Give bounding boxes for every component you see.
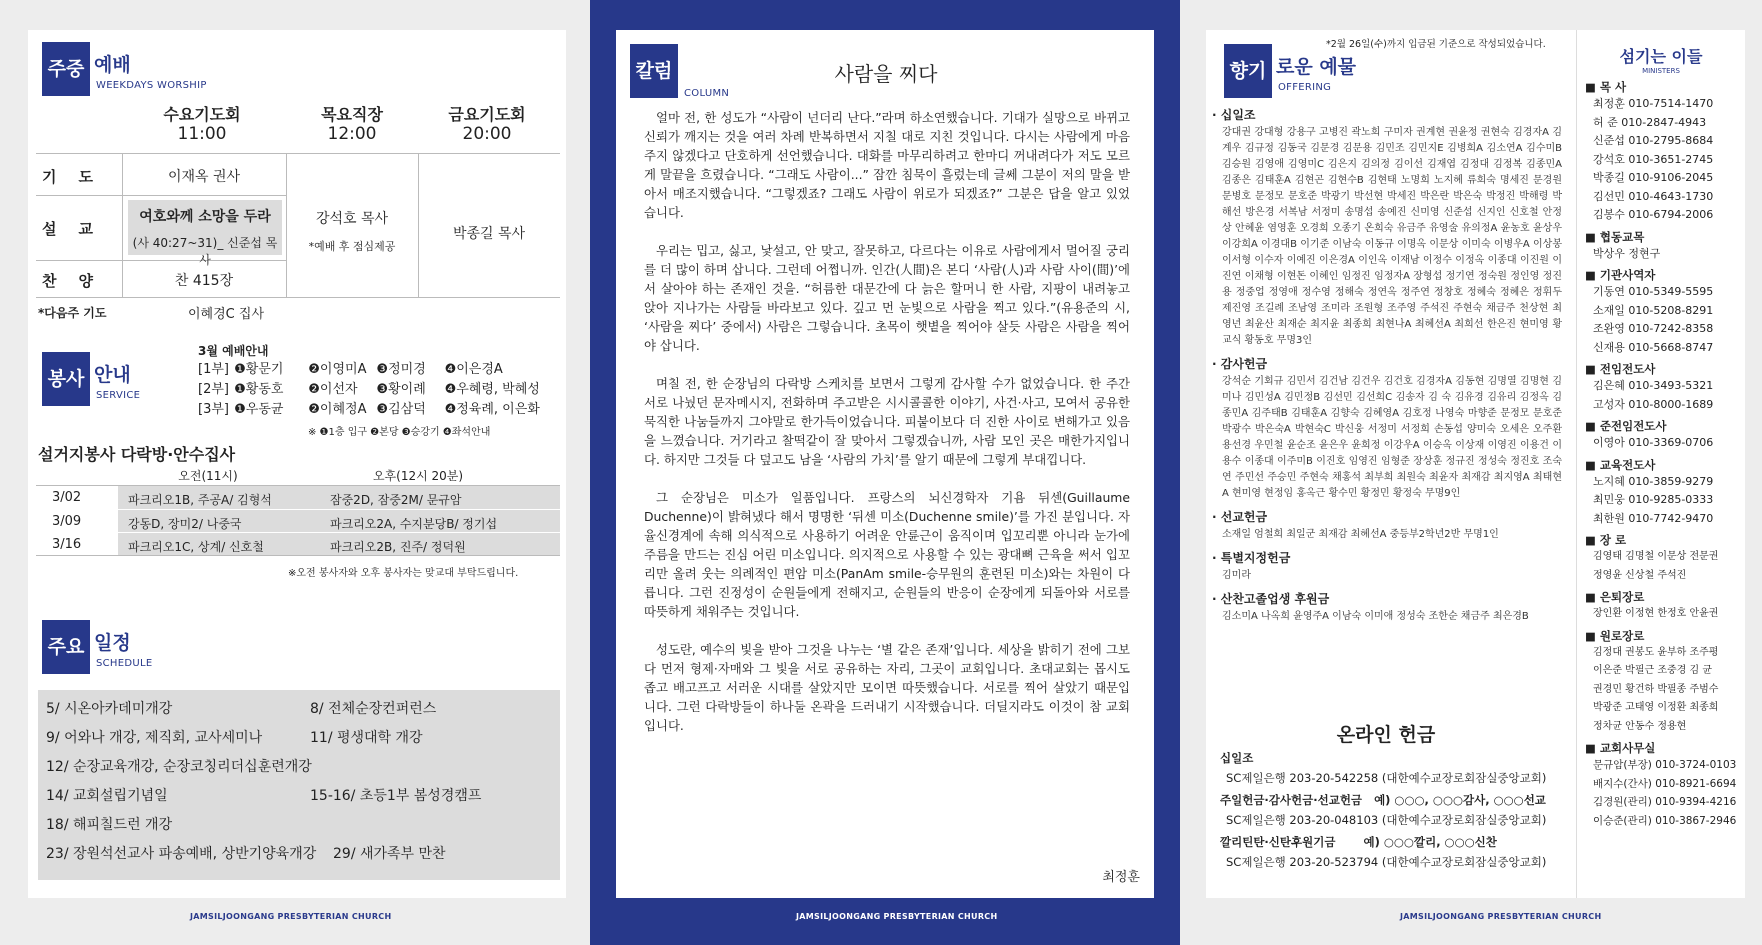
minister-group: ■ 목 사 (1585, 80, 1627, 94)
minister-entry: 김정대 권봉도 윤부하 조주평 (1593, 646, 1719, 658)
minister-entry: 조완영 010-7242-8358 (1593, 322, 1714, 335)
service-title-a: 봉사 (47, 368, 85, 390)
service-item: ❶황동호 (234, 382, 284, 397)
column-paragraph: 며칠 전, 한 순장님의 다락방 스케치를 보면서 그렇게 감사할 수가 없었습니다. 한 주간 서로 나눴던 문자메시지, 전화하며 주고받은 시시콜콜한 이야기, 사건·사고, 모여서 공유한 묵직한 나눔들까지 그야말로 한가득이었습니다. 피붙이보다 더 진한 사이로 변해가고 있음을 느꼈습니다. 거기라고 찰떡같이 잘 맞아서 그렇겠습니까, 사람 모인 곳은 매한가지입니다. 하지만 그것들 다 덮고도 남을 ‘사람의 가치’를 알기 때문에 그렇게 부대낍니다. (644, 376, 1130, 467)
divider (36, 195, 286, 196)
dish-pm: 파크리오2A, 수지분당B/ 정기섭 (330, 517, 498, 531)
wed-header: 수요기도회 (163, 105, 241, 124)
dish-pm-header: 오후(12시 20분) (372, 469, 464, 483)
panel-column (616, 30, 1154, 898)
service-item: ❹이은경A (444, 362, 503, 377)
schedule-item: 29/ 새가족부 만찬 (333, 846, 446, 862)
schedule-item: 14/ 교회설립기념일 (46, 788, 168, 804)
thu-time: 12:00 (327, 124, 377, 144)
offering-group-name: · 특별지정헌금 (1212, 551, 1291, 565)
minister-group: ■ 교회사무실 (1585, 741, 1656, 755)
schedule-title-a: 주요 (47, 636, 85, 658)
service-item: ❹우혜령, 박혜성 (444, 382, 540, 397)
ministers-title: 섬기는 이들 (1619, 47, 1703, 66)
minister-entry: 김은혜 010-3493-5321 (1593, 379, 1714, 392)
service-part: [3부] (198, 402, 229, 417)
service-item: ❷이선자 (308, 382, 358, 397)
next-prayer-label: *다음주 기도 (38, 306, 107, 320)
minister-entry: 문규암(부장) 010-3724-0103 (1593, 759, 1737, 771)
hymn-number: 찬 415장 (174, 273, 234, 289)
minister-entry: 최민웅 010-9285-0333 (1593, 493, 1714, 506)
ministers-subtitle: MINISTERS (1642, 67, 1680, 75)
minister-entry: 김봉수 010-6794-2006 (1593, 208, 1714, 221)
minister-entry: 김영태 김명철 이문상 전문권 (1593, 551, 1719, 562)
offering-group-names: 강석순 기회규 김민서 김건남 김건우 김건호 김경자A 김동현 김명열 김명현 김미나 김민성A 김민정B 김선민 김선희C 김송자 김 숙 김유경 김유리 김정옥 김종민A 김주태B 김태훈A 김향숙 김혜영A 김호정 나영숙 마향준 문정모 문호준 박광수 박은숙A 박현숙C 박신웅 서정미 서정희 손동섭 양미숙 오세은 오주환 용선경 우민철 윤순조 윤은우 윤희정 이강우A 이승옥 이상재 이영진 이용건 이용수 이종대 이주미B 이진호 임영진 임형준 장상훈 정규진 정성숙 정진호 조숙연 주민선 주승민 주현숙 채홍석 최부희 최원숙 최윤자 최재감 최지영A 최태현A 현미영 현정임 홍옥근 황수민 황정민 황정숙 무명9인 (1222, 376, 1562, 499)
offering-list (1212, 106, 1562, 631)
column-paragraph: 그 순장님은 미소가 일품입니다. 프랑스의 뇌신경학자 기욤 뒤센(Guillaume Duchenne)이 밝혀냈다 해서 명명한 ‘뒤센 미소(Duchenne smile)’를 가진 분입니다. 자율신경계에 속해 의식적으로 사용하기 어려운 안륜근이 움직이며 입꼬리뿐 아니라 눈가에 주름을 만드는 진심 어린 미소입니다. 의지적으로 사용할 수 있는 광대뼈 근육을 써서 입꼬리만 올려 웃는 의례적인 편암 미소(PanAm smile-승무원의 훈련된 미소)와는 차원이 다릅니다. 그런 진정성이 순원들에게 전해지고, 순원들의 반응이 순장에게 되돌아와 서로를 따뜻하게 채워주는 것입니다. (644, 490, 1130, 619)
column-title-box (630, 44, 678, 98)
minister-entry: 박광준 고태영 이정환 최종희 (1593, 702, 1719, 713)
label-sermon: 설교 (42, 220, 115, 238)
minister-entry: 권경민 황건하 박필종 주범수 (1593, 683, 1719, 695)
schedule-item: 15-16/ 초등1부 봄성경캠프 (310, 788, 482, 804)
label-hymn: 찬양 (42, 272, 115, 290)
online-label: 깔리틴탄·신탄후원기금 (1220, 835, 1336, 849)
thu-header: 목요직장 (321, 105, 383, 124)
footer-right: JAMSILJOONGANG PRESBYTERIAN CHURCH (1400, 912, 1602, 921)
offering-group-names: 김미라 (1222, 570, 1251, 581)
minister-entry: 박상우 정현구 (1593, 246, 1661, 260)
online-account: SC제일은행 203-20-542258 (대한예수교장로회잠실중앙교회) (1226, 771, 1547, 785)
minister-entry: 강석호 010-3651-2745 (1593, 152, 1714, 166)
offering-subtitle: OFFERING (1278, 82, 1332, 93)
footer-center: JAMSILJOONGANG PRESBYTERIAN CHURCH (796, 912, 998, 921)
footer-left: JAMSILJOONGANG PRESBYTERIAN CHURCH (190, 912, 392, 921)
service-title-box (42, 352, 90, 406)
minister-entry: 최정훈 010-7514-1470 (1593, 97, 1714, 110)
dish-am: 파크리오1C, 상계/ 신호철 (128, 540, 264, 554)
schedule-title-b: 일정 (94, 632, 131, 654)
minister-group: ■ 전임전도사 (1585, 362, 1656, 376)
column-subtitle: COLUMN (684, 88, 730, 99)
offering-group-names: 김소미A 나옥희 윤영주A 이남숙 이미애 정성숙 조한순 채금주 최은경B (1222, 611, 1529, 622)
service-row (198, 400, 540, 420)
schedule-title-box (42, 620, 90, 674)
schedule-item: 5/ 시온아카데미개강 (46, 701, 173, 717)
divider (36, 153, 560, 154)
service-item: ❶황문기 (234, 362, 284, 377)
minister-group: ■ 협동교목 (1585, 229, 1645, 244)
offering-group-name: · 십일조 (1212, 108, 1256, 122)
service-item: ❷이영미A (308, 362, 367, 377)
divider (36, 297, 560, 298)
schedule-item: 8/ 전체순장컨퍼런스 (310, 701, 437, 717)
minister-entry: 소재일 010-5208-8291 (1593, 303, 1714, 317)
service-part: [1부] (198, 362, 229, 377)
offering-group-names: 강대권 강대형 강용구 고병진 곽노희 구미자 권계현 권윤정 권현숙 김경자A 김계우 김규정 김동국 김문경 김문용 김민조 김민지E 김병희A 김소연A 김수미B 김승원 김영애 김영미C 김은지 김의정 김이선 김재엽 김정대 김정복 김종민A 김종은 김태훈A 김현곤 김현수B 김현태 노명희 노지혜 류희숙 명세진 문경원 문병호 문정모 문호준 박광기 박선현 박세진 박은란 박은숙 박정진 박해령 박해선 방은경 서복남 서정미 송명섭 송예진 신미영 신준섭 신지인 신호철 안정상 안혜윤 염영훈 오경희 오종기 온희숙 유금주 유영술 유의정A 윤농호 윤상우 이강희A 이경대B 이기준 이남숙 이동규 이명옥 이문상 이미숙 이병우A 이상봉 이서형 이수자 이예진 이은경A 이인옥 이재남 이정수 이정옥 이종대 이진원 이진연 이채형 이현돈 이혜인 임정진 임정자A 장형섭 정기연 정숙원 정인영 정진용 정중업 정영애 정수영 정해숙 정연옥 정주연 정창호 정혜숙 정혜은 정휘두 제진영 조길례 조남영 조미라 조원형 조주영 주석진 주현숙 채금주 천상현 최영년 최윤산 최재순 최지윤 최종희 최현나A 최혜선A 최희선 한은진 현미영 황교식 황동호 무명3인 (1222, 127, 1562, 346)
dish-date: 3/16 (52, 537, 82, 552)
worship-subtitle: WEEKDAYS WORSHIP (96, 80, 207, 91)
online-example: 예) ○○○깔리, ○○○신찬 (1363, 835, 1497, 849)
column-title: 칼럼 (635, 60, 673, 82)
worship-title-b: 예배 (94, 54, 131, 76)
worship-title-a: 주중 (47, 58, 85, 80)
service-rows (198, 360, 540, 420)
offering-note: *2월 26일(수)까지 입금된 기준으로 작성되었습니다. (1326, 39, 1546, 50)
minister-group: ■ 은퇴장로 (1585, 590, 1645, 604)
service-title-b: 안내 (94, 364, 131, 386)
thursday-note: *예배 후 점심제공 (308, 240, 396, 253)
sermon-box (128, 200, 282, 267)
divider (36, 555, 560, 556)
service-item: ❸정미경 (376, 362, 426, 377)
dish-am-header: 오전(11시) (178, 469, 238, 483)
service-subtitle: SERVICE (96, 390, 141, 401)
online-account: SC제일은행 203-20-523794 (대한예수교장로회잠실중앙교회) (1226, 855, 1547, 869)
sermon-ref: (사 40:27~31)_ 신준섭 목사 (132, 236, 278, 267)
offering-title-a: 향기 (1229, 60, 1267, 82)
fri-time: 20:00 (462, 124, 512, 144)
schedule-list (38, 690, 560, 880)
column-author: 최정훈 (1102, 870, 1140, 885)
minister-entry: 정차균 안동수 정용현 (1593, 720, 1687, 732)
minister-group: ■ 원로장로 (1585, 628, 1645, 643)
minister-entry: 이은준 박필근 조중경 김 균 (1593, 665, 1712, 676)
next-prayer-name: 이혜경C 집사 (188, 307, 264, 322)
panel-offering (1206, 30, 1744, 898)
offering-title-b: 로운 예물 (1276, 56, 1357, 78)
service-item: ❹정육례, 이은화 (444, 402, 540, 417)
service-row (198, 360, 540, 380)
service-heading: 3월 예배안내 (198, 344, 269, 358)
dish-date: 3/09 (52, 514, 82, 529)
online-label: 주일헌금·감사헌금·선교헌금 (1220, 793, 1363, 807)
schedule-item: 11/ 평생대학 개강 (310, 730, 423, 746)
column-paragraph: 성도란, 예수의 빛을 받아 그것을 나누는 ‘별 같은 존재’입니다. 세상을 밝히기 전에 그보다 먼저 형제·자매와 그 빛을 서로 공유하는 자리, 그곳이 교회입니다. 초대교회는 몹시도 좁고 배고프고 서러운 시대를 살았지만 모이면 따뜻했습니다. 서로를 찍어 살았기 때문입니다. 그런 다락방들이 하나둘 온곽을 드러내기 시작했습니다. 더딜지라도 이것이 참 교회입니다. (644, 642, 1130, 733)
online-account: SC제일은행 203-20-048103 (대한예수교장로회잠실중앙교회) (1226, 813, 1547, 827)
offering-group-name: · 감사헌금 (1212, 357, 1268, 371)
minister-entry: 노지혜 010-3859-9279 (1593, 474, 1714, 488)
ministers-list (1577, 79, 1745, 830)
minister-entry: 최한원 010-7742-9470 (1593, 511, 1714, 525)
minister-entry: 김선민 010-4643-1730 (1593, 189, 1714, 203)
minister-entry: 장인환 이정현 한정호 안윤권 (1593, 608, 1719, 619)
minister-entry: 고성자 010-8000-1689 (1593, 397, 1714, 411)
column-body (644, 108, 1130, 754)
minister-entry: 이영아 010-3369-0706 (1593, 436, 1714, 449)
wed-time: 11:00 (177, 124, 227, 144)
divider (36, 509, 560, 510)
divider (36, 485, 560, 486)
service-part: [2부] (198, 382, 229, 397)
service-item: ❷이혜정A (308, 402, 367, 417)
minister-entry: 정영윤 신상철 주석진 (1593, 569, 1687, 581)
online-example: 예) ○○○, ○○○감사, ○○○선교 (1374, 793, 1546, 807)
service-item: ❶우동균 (234, 402, 284, 417)
schedule-subtitle: SCHEDULE (96, 658, 153, 669)
schedule-item: 18/ 해피칠드런 개강 (46, 817, 173, 833)
column-paragraph: 얼마 전, 한 성도가 “사람이 넌더리 난다.”라며 하소연했습니다. 기대가 실망으로 바뀌고 신뢰가 깨지는 것을 여러 차례 반복하면서 지칠 대로 지친 것입니다. 다시는 사람에게 마음 주지 않겠다고 단호하게 선언했습니다. 대화를 마무리하려고 한마디 꺼내려다가 저도 모르게 말끝을 흐렸습니다. “그래도 사람이...” 잠깐 침묵이 흘렀는데 글쎄 그분이 저의 말을 받아서 매조지했습니다. “그렇겠죠? 그래도 사람이 위로가 되겠죠?” 그분은 답을 알고 있었습니다. (644, 110, 1130, 220)
column-paragraph: 우리는 밉고, 싫고, 낯설고, 안 맞고, 잘못하고, 다르다는 이유로 사람에게서 멀어질 궁리를 더 많이 하며 삽니다. 그런데 어쩝니까. 인간(人間)은 본디 ‘사람(人)과 사람 사이(間)’에서 살아야 하는 존재인 것을. “허름한 대문간에 다 늙은 할머니 한 사람, 지팡이 내려놓고 앉아 지나가는 사람들 바라보고 있다. 깊고 먼 눈빛으로 사람을 찍고 있다.”(유용준의 시, ‘사람을 찌다’ 중에서) 사람은 그렇습니다. 초목이 햇볕을 찍어야 살듯 사람은 사람을 찍어야 삽니다. (644, 243, 1130, 353)
dish-pm: 잠중2D, 잠중2M/ 문규암 (330, 493, 462, 507)
friday-preacher: 박종길 목사 (452, 226, 526, 242)
schedule-item: 9/ 어와나 개강, 제직회, 교사세미나 (46, 730, 263, 746)
minister-entry: 배지수(간사) 010-8921-6694 (1593, 777, 1737, 790)
minister-entry: 이승준(관리) 010-3867-2946 (1593, 814, 1737, 827)
offering-group-name: · 산찬고졸업생 후원금 (1212, 592, 1330, 606)
dish-am: 파크리오1B, 주공A/ 김형석 (128, 493, 272, 507)
offering-group-name: · 선교헌금 (1212, 510, 1268, 524)
online-label: 십일조 (1220, 751, 1254, 765)
dish-pm: 파크리오2B, 진주/ 정덕원 (330, 540, 466, 554)
panel-worship-service-schedule (28, 30, 566, 898)
thursday-preacher: 강석호 목사 (315, 211, 389, 227)
schedule-item: 23/ 장원석선교사 파송예배, 상반기양육개강 (46, 846, 317, 862)
prayer-name: 이재옥 권사 (167, 169, 241, 185)
minister-group: ■ 준전임전도사 (1585, 419, 1667, 433)
ministers (1576, 30, 1745, 898)
dish-title: 설거지봉사 다락방·안수집사 (38, 445, 236, 464)
column-headline: 사람을 찌다 (834, 62, 938, 86)
minister-entry: 허 준 010-2847-4943 (1593, 115, 1707, 129)
minister-group: ■ 기관사역자 (1585, 268, 1656, 282)
online-title: 온라인 헌금 (1336, 724, 1436, 746)
sermon-title: 여호와께 소망을 두라 (139, 209, 271, 225)
schedule-item: 12/ 순장교육개강, 순장코칭리더십훈련개강 (46, 759, 312, 775)
service-item: ❸황이례 (376, 382, 426, 397)
worship-title-box (42, 42, 90, 96)
fri-header: 금요기도회 (448, 105, 526, 124)
online-accounts (1220, 750, 1570, 876)
offering-group-names: 소재일 엄철희 최일군 최재감 최혜선A 중등부2학년2반 무명1인 (1222, 529, 1499, 540)
dish-am: 강동D, 장미2/ 나중국 (128, 517, 242, 531)
dish-note: ※오전 봉사자와 오후 봉사자는 맞교대 부탁드립니다. (288, 568, 519, 579)
dish-date: 3/02 (52, 490, 82, 505)
minister-group: ■ 장 로 (1585, 533, 1627, 547)
minister-entry: 기동연 010-5349-5595 (1593, 285, 1714, 298)
minister-entry: 박종길 010-9106-2045 (1593, 171, 1714, 184)
divider (36, 532, 560, 533)
service-legend: ※ ❶1층 입구 ❷본당 ❸승강기 ❹좌석안내 (308, 427, 491, 438)
minister-entry: 신준섭 010-2795-8684 (1593, 134, 1714, 147)
service-row (198, 380, 540, 400)
minister-group: ■ 교육전도사 (1585, 457, 1656, 472)
offering-title-box (1224, 44, 1272, 98)
label-prayer: 기도 (42, 168, 115, 186)
minister-entry: 김경원(관리) 010-9394-4216 (1593, 796, 1737, 808)
service-item: ❸김삼덕 (376, 402, 426, 417)
minister-entry: 신재용 010-5668-8747 (1593, 340, 1714, 354)
